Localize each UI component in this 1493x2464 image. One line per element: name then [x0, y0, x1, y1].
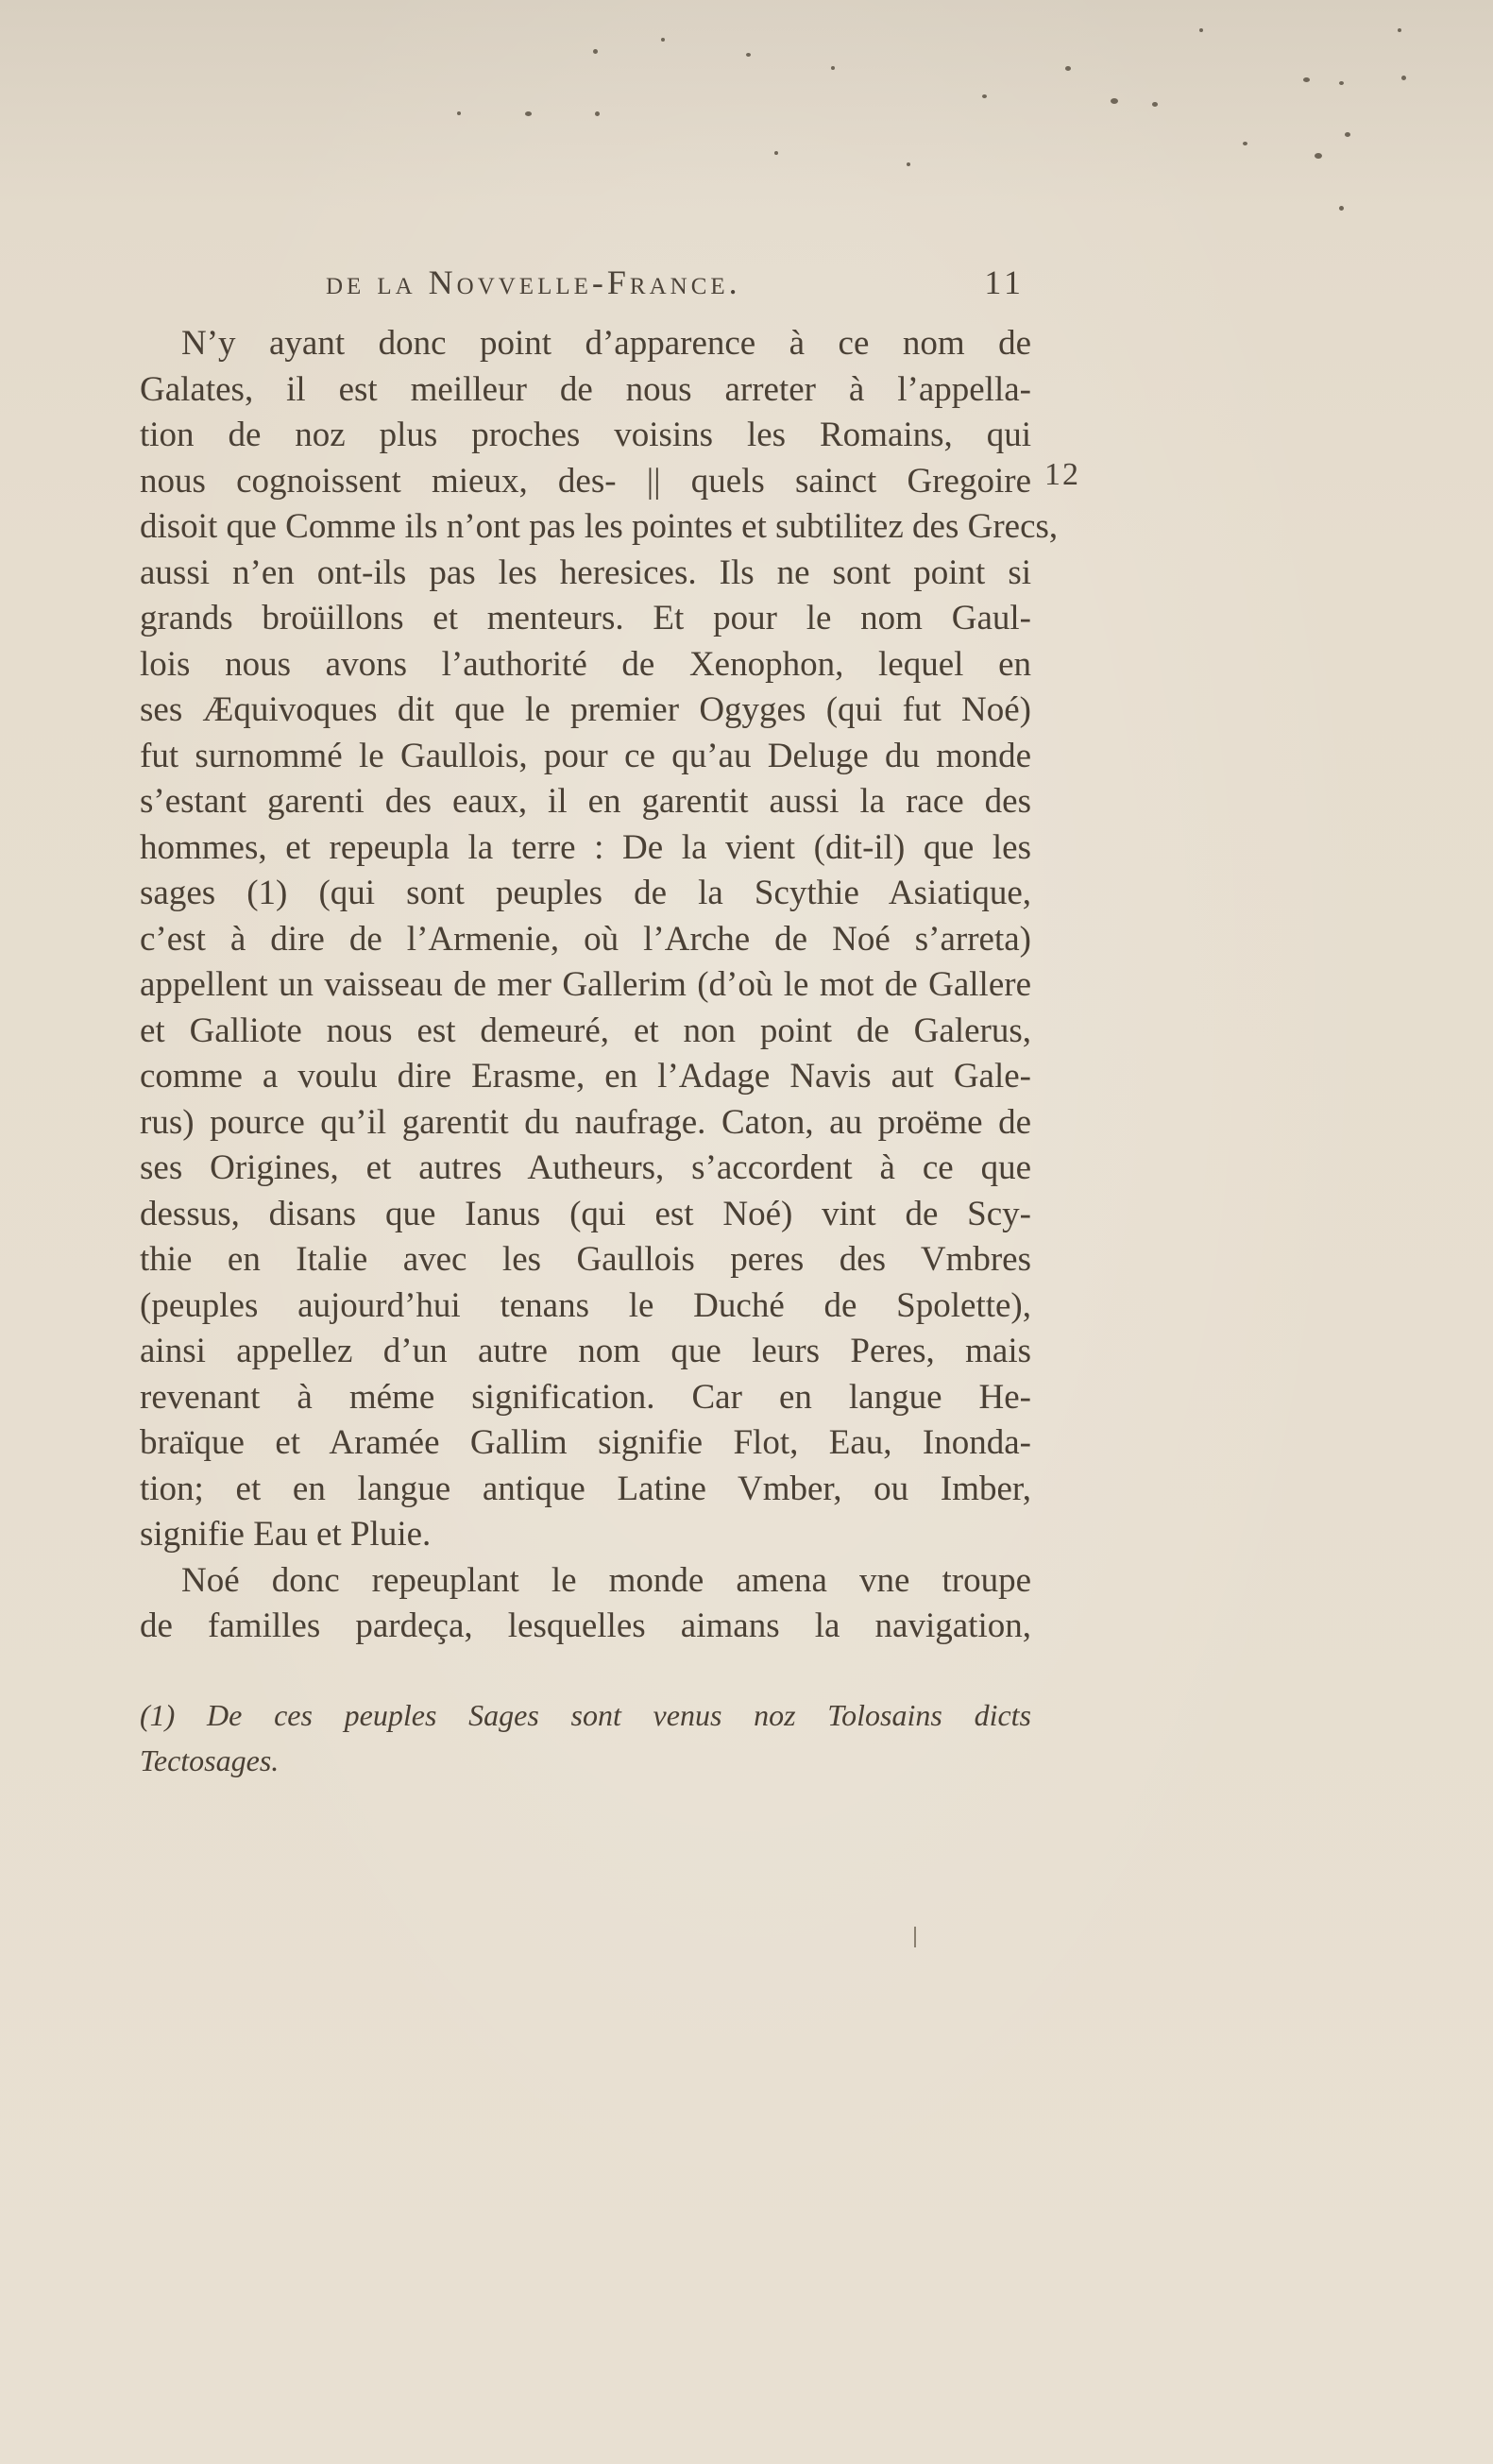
foxing-speck [1315, 153, 1322, 159]
text-line: revenant à méme signification. Car en langue He- [140, 1377, 1031, 1417]
text-line: thie en Italie avec les Gaullois peres des Vmbres [140, 1240, 1031, 1279]
foxing-speck [661, 38, 665, 42]
foxing-speck [1111, 98, 1118, 104]
text-line: disoit que Comme ils n’ont pas les pointes et subtilitez des Grecs, [140, 507, 1059, 546]
foxing-speck [831, 66, 835, 70]
text-line: tion de noz plus proches voisins les Romains, qui [140, 416, 1031, 454]
text-line: Galates, il est meilleur de nous arreter à l’appella- [140, 369, 1031, 409]
foxing-speck [982, 94, 987, 98]
text-line: et Galliote nous est demeuré, et non point de Galerus, [140, 1011, 1031, 1050]
foxing-speck [595, 111, 600, 116]
text-line: fut surnommé le Gaullois, pour ce qu’au Deluge du monde [140, 736, 1031, 775]
running-title: de la Novvelle-France. [326, 263, 741, 301]
foxing-speck [907, 162, 910, 166]
text-line: dessus, disans que Ianus (qui est Noé) vint de Scy- [140, 1194, 1031, 1233]
foxing-speck [1243, 142, 1247, 145]
foxing-speck [1199, 28, 1203, 32]
foxing-speck [1303, 77, 1310, 82]
foxing-speck [457, 111, 461, 115]
foxing-speck [1401, 76, 1406, 80]
foxing-speck [1339, 81, 1344, 85]
text-line: nous cognoissent mieux, des- || quels sainct Gregoire [140, 461, 1031, 501]
footnote [140, 1692, 1031, 1783]
foxing-speck [1065, 66, 1071, 71]
text-line: braïque et Aramée Gallim signifie Flot, Eau, Inonda- [140, 1423, 1031, 1462]
text-line: s’estant garenti des eaux, il en garentit aussi la race des [140, 782, 1031, 821]
text-line: rus) pource qu’il garentit du naufrage. Caton, au proëme de [140, 1102, 1031, 1142]
foxing-speck [746, 53, 751, 57]
text-line: (peuples aujourd’hui tenans le Duché de Spolette), [140, 1285, 1031, 1325]
margin-page-reference: 12 [1044, 457, 1080, 492]
text-line: grands broüillons et menteurs. Et pour le nom Gaul- [140, 599, 1031, 637]
page-number: 11 [984, 263, 1025, 301]
text-line: aussi n’en ont-ils pas les heresices. Ils ne sont point si [140, 552, 1031, 592]
foxing-speck [774, 151, 778, 155]
foxing-speck [1152, 102, 1158, 107]
foxing-speck [525, 111, 532, 116]
text-line: appellent un vaisseau de mer Gallerim (d’où le mot de Gallere [140, 965, 1031, 1004]
text-line: ainsi appellez d’un autre nom que leurs Peres, mais [140, 1332, 1031, 1370]
text-line: lois nous avons l’authorité de Xenophon, lequel en [140, 644, 1031, 684]
text-line: tion; et en langue antique Latine Vmber, ou Imber, [140, 1469, 1031, 1508]
text-line: c’est à dire de l’Armenie, où l’Arche de Noé s’arreta) [140, 919, 1031, 959]
foxing-speck [1345, 132, 1350, 137]
paper-mark [914, 1927, 916, 1947]
footnote-line: Tectosages. [140, 1743, 280, 1777]
text-line: sages (1) (qui sont peuples de la Scythie Asiatique, [140, 874, 1031, 912]
text-line: Noé donc repeuplant le monde amena vne troupe [181, 1560, 1031, 1600]
text-line: ses Origines, et autres Autheurs, s’accordent à ce que [140, 1148, 1031, 1187]
text-line: signifie Eau et Pluie. [140, 1515, 432, 1554]
footnote-line: (1) De ces peuples Sages sont venus noz Tolosains dicts [140, 1698, 1031, 1732]
text-line: N’y ayant donc point d’apparence à ce nom de [181, 324, 1031, 363]
foxing-speck [1339, 206, 1344, 211]
text-line: hommes, et repeupla la terre : De la vient (dit-il) que les [140, 827, 1031, 867]
text-line: comme a voulu dire Erasme, en l’Adage Navis aut Gale- [140, 1057, 1031, 1096]
foxing-speck [593, 49, 598, 54]
text-line: de familles pardeça, lesquelles aimans la navigation, [140, 1606, 1031, 1645]
text-line: ses Æquivoques dit que le premier Ogyges (qui fut Noé) [140, 690, 1031, 729]
running-header [326, 263, 1025, 310]
body-text [140, 321, 1059, 1650]
foxing-speck [1398, 28, 1401, 32]
